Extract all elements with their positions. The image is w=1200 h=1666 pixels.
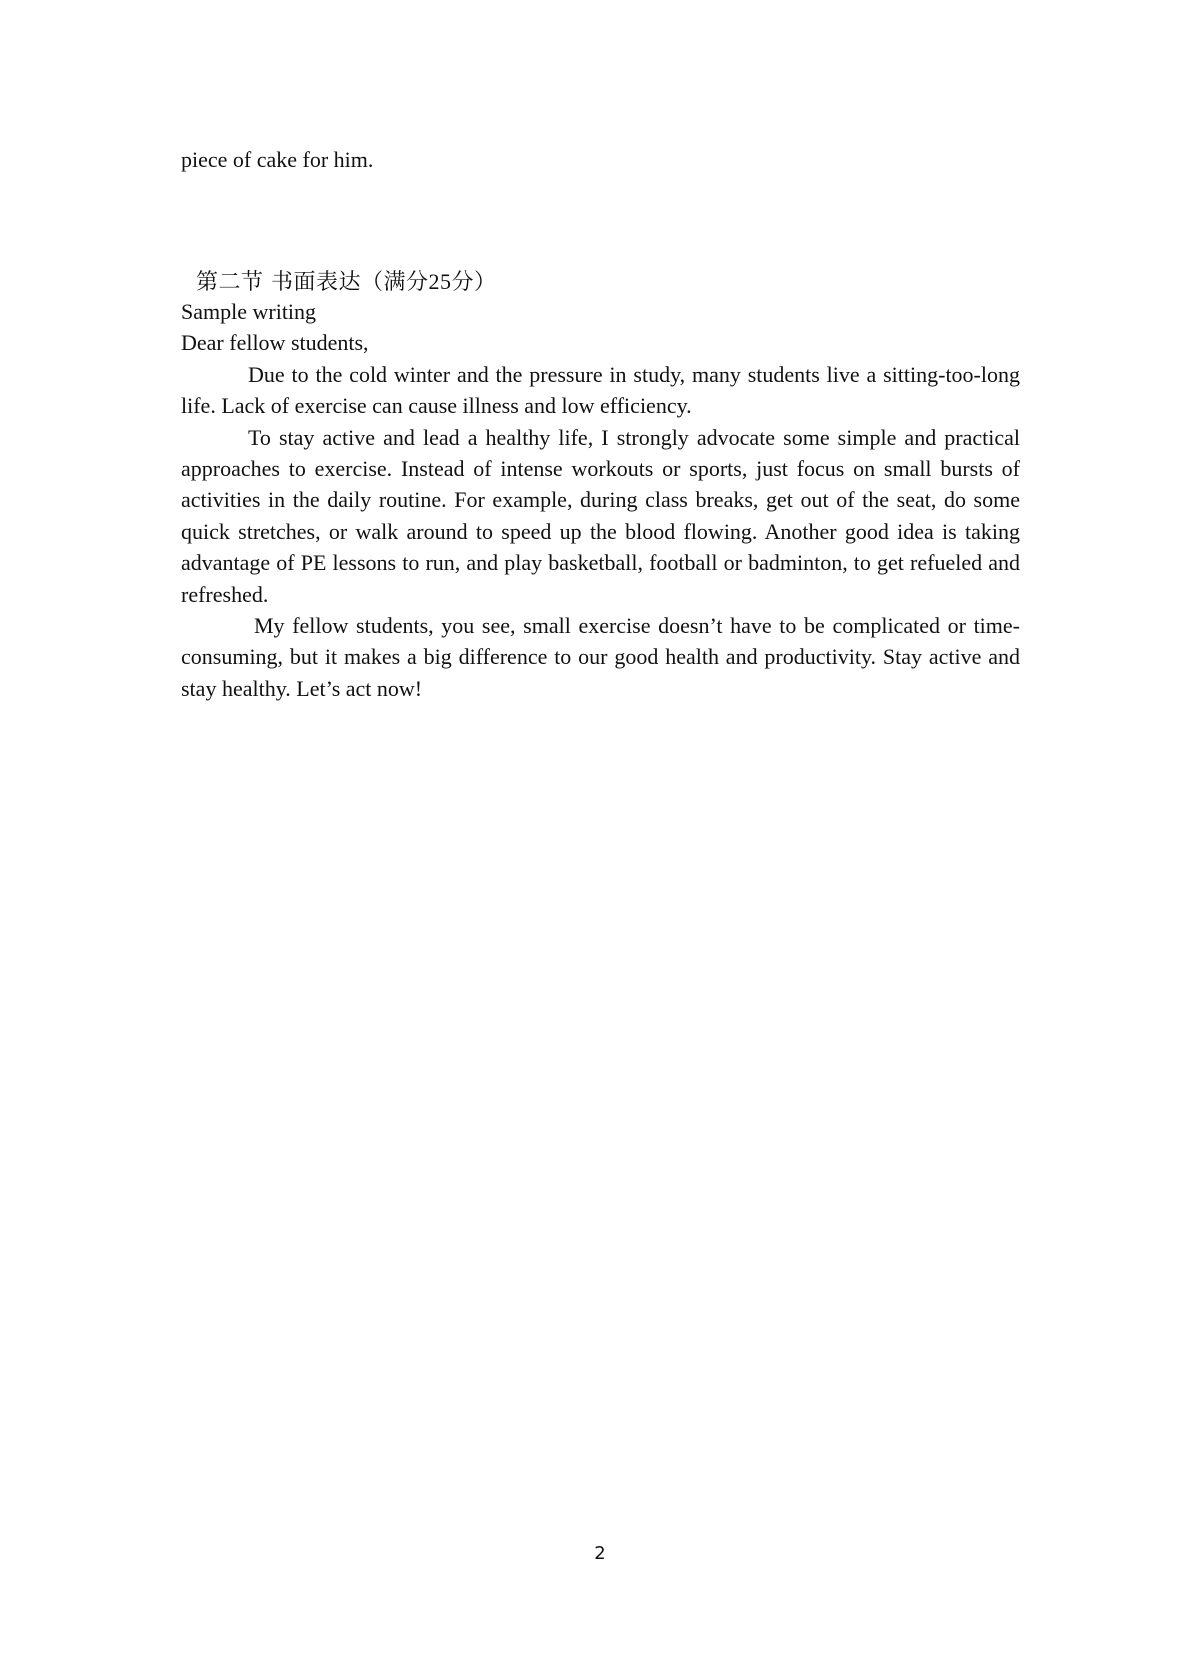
essay-label: Sample writing <box>181 299 317 324</box>
essay-paragraph: To stay active and lead a healthy life, I strongly advocate some simple and practical approaches to exercise. Instead of intense workouts or sports, just focus on small bursts of activities in the daily routine. For example, during class breaks, get out of the seat, do some quick stretches, or walk around to speed up the blood flowing. Another good idea is taking advantage of PE lessons to run, and play basketball, football or badminton, to get refueled and refreshed. <box>181 424 1020 607</box>
carry-over-text: piece of cake for him. <box>181 147 374 172</box>
page-number: 2 <box>594 1543 606 1564</box>
section-heading <box>196 266 497 298</box>
essay-paragraph: Due to the cold winter and the pressure in study, many students live a sitting-too-long life. Lack of exercise can cause illness and low efficiency. <box>181 361 1020 419</box>
section-heading-prefix: 第二节 书面表达（满分 <box>196 270 429 295</box>
section-heading-points: 25 <box>428 269 452 294</box>
essay-paragraph: My fellow students, you see, small exercise doesn’t have to be complicated or time-consuming, but it makes a big difference to our good health and productivity. Stay active and stay healthy. Let’s act now! <box>181 613 1020 701</box>
section-heading-suffix: 分） <box>451 270 497 295</box>
sample-essay <box>181 296 1020 704</box>
essay-salutation: Dear fellow students, <box>181 330 369 356</box>
